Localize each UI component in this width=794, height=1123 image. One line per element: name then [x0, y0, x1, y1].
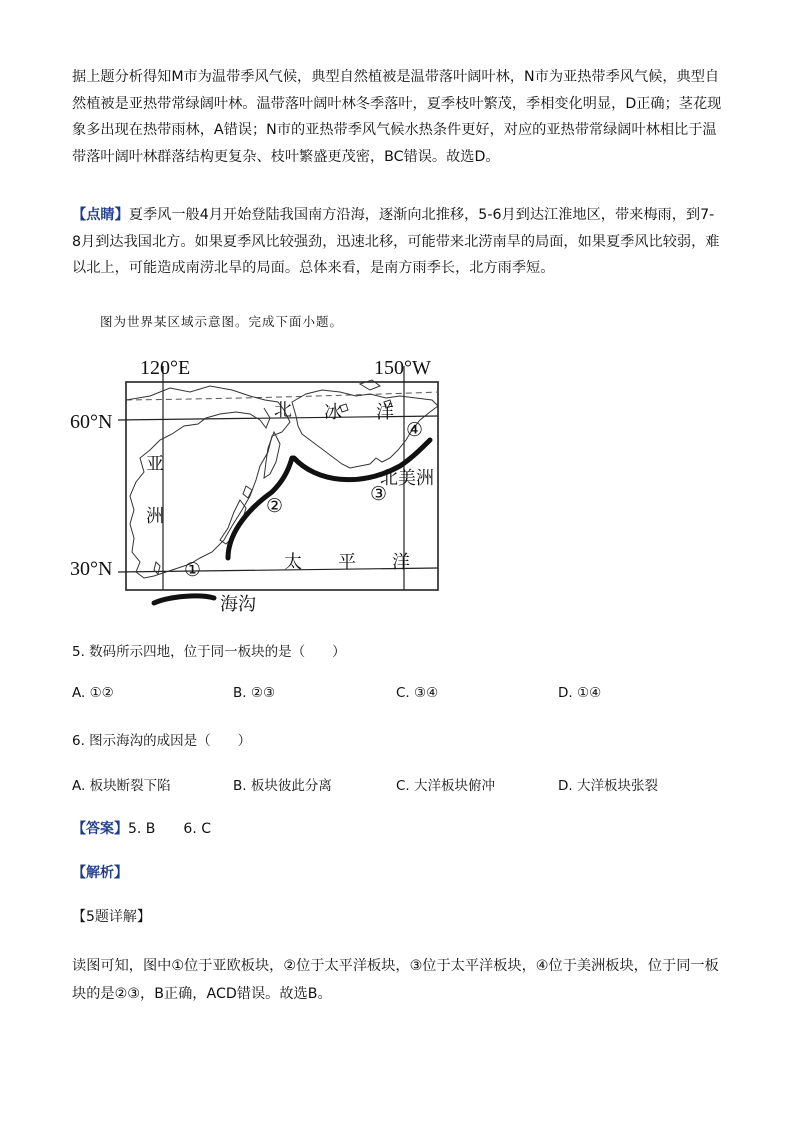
- q5-option-b: B. ②③: [233, 685, 276, 701]
- label-lon-120e: 120°E: [140, 357, 191, 379]
- q5-option-d: D. ①④: [558, 685, 602, 701]
- label-lon-150w: 150°W: [374, 357, 431, 379]
- question-5-stem: 5. 数码所示四地，位于同一板块的是（ ）: [72, 644, 346, 660]
- world-region-map: [60, 340, 460, 625]
- answer-line: [72, 818, 211, 838]
- q6-option-c: C. 大洋板块俯冲: [396, 778, 496, 794]
- label-asia-1: 亚: [146, 454, 164, 475]
- label-north-america: 北美洲: [380, 468, 434, 489]
- comment-tag: 【点睛】: [72, 207, 129, 223]
- figure-caption: 图为世界某区域示意图。完成下面小题。: [100, 314, 344, 329]
- parallel-30n: [118, 568, 438, 572]
- label-asia-2: 洲: [146, 506, 164, 527]
- analysis-heading: [72, 862, 128, 882]
- answer-tag: 【答案】: [72, 821, 128, 837]
- label-arctic-1: 北: [274, 400, 292, 421]
- comment-text: 夏季风一般4月开始登陆我国南方沿海，逐渐向北推移，5-6月到达江淮地区，带来梅雨，到7-8月到达我国北方。如果夏季风比较强劲，迅速北移，可能带来北涝南旱的局面，如果夏季风比较弱，难以北上，可能造成南涝北旱的局面。总体来看，是南方雨季长，北方雨季短。: [72, 207, 720, 276]
- label-lat-30n: 30°N: [70, 558, 113, 580]
- q6-option-a: A. 板块断裂下陷: [72, 778, 171, 794]
- marker-4: ④: [406, 419, 424, 441]
- q6-option-b: B. 板块彼此分离: [233, 778, 332, 794]
- q5-option-c: C. ③④: [396, 685, 439, 701]
- legend-trench-label: 海沟: [220, 594, 256, 615]
- arctic-circle: [126, 392, 438, 400]
- asia-coastline: [126, 386, 290, 578]
- label-arctic-3: 洋: [376, 402, 394, 423]
- marker-2: ②: [266, 495, 284, 517]
- q6-option-d: D. 大洋板块张裂: [558, 778, 658, 794]
- answer-text: 5. B 6. C: [128, 821, 211, 837]
- comment-paragraph: [72, 202, 722, 282]
- label-arctic-2: 冰: [324, 402, 342, 423]
- label-pacific-3: 洋: [392, 552, 410, 573]
- detail-5-heading: 【5题详解】: [72, 909, 151, 925]
- label-pacific-2: 平: [338, 552, 356, 573]
- analysis-tag: 【解析】: [72, 865, 128, 881]
- marker-1: ①: [184, 559, 202, 581]
- label-pacific-1: 太: [284, 552, 302, 573]
- previous-analysis-paragraph: 据上题分析得知M市为温带季风气候，典型自然植被是温带落叶阔叶林，N市为亚热带季风气候，典型自然植被是亚热带常绿阔叶林。温带落叶阔叶林冬季落叶，夏季枝叶繁茂，季相变化明显，D正确；茎花现象多出现在热带雨林，A错误；N市的亚热带季风气候水热条件更好，对应的亚热带常绿阔叶林相比于温带落叶阔叶林群落结构更复杂、枝叶繁盛更茂密，BC错误。故选D。: [72, 69, 722, 165]
- detail-5-text: 读图可知，图中①位于亚欧板块，②位于太平洋板块，③位于太平洋板块，④位于美洲板块，位于同一板块的是②③，B正确，ACD错误。故选B。: [72, 958, 719, 1002]
- q5-option-a: A. ①②: [72, 685, 114, 701]
- legend-trench-symbol: [154, 596, 214, 603]
- label-lat-60n: 60°N: [70, 411, 113, 433]
- marker-3: ③: [370, 483, 388, 505]
- question-6-stem: 6. 图示海沟的成因是（ ）: [72, 733, 252, 749]
